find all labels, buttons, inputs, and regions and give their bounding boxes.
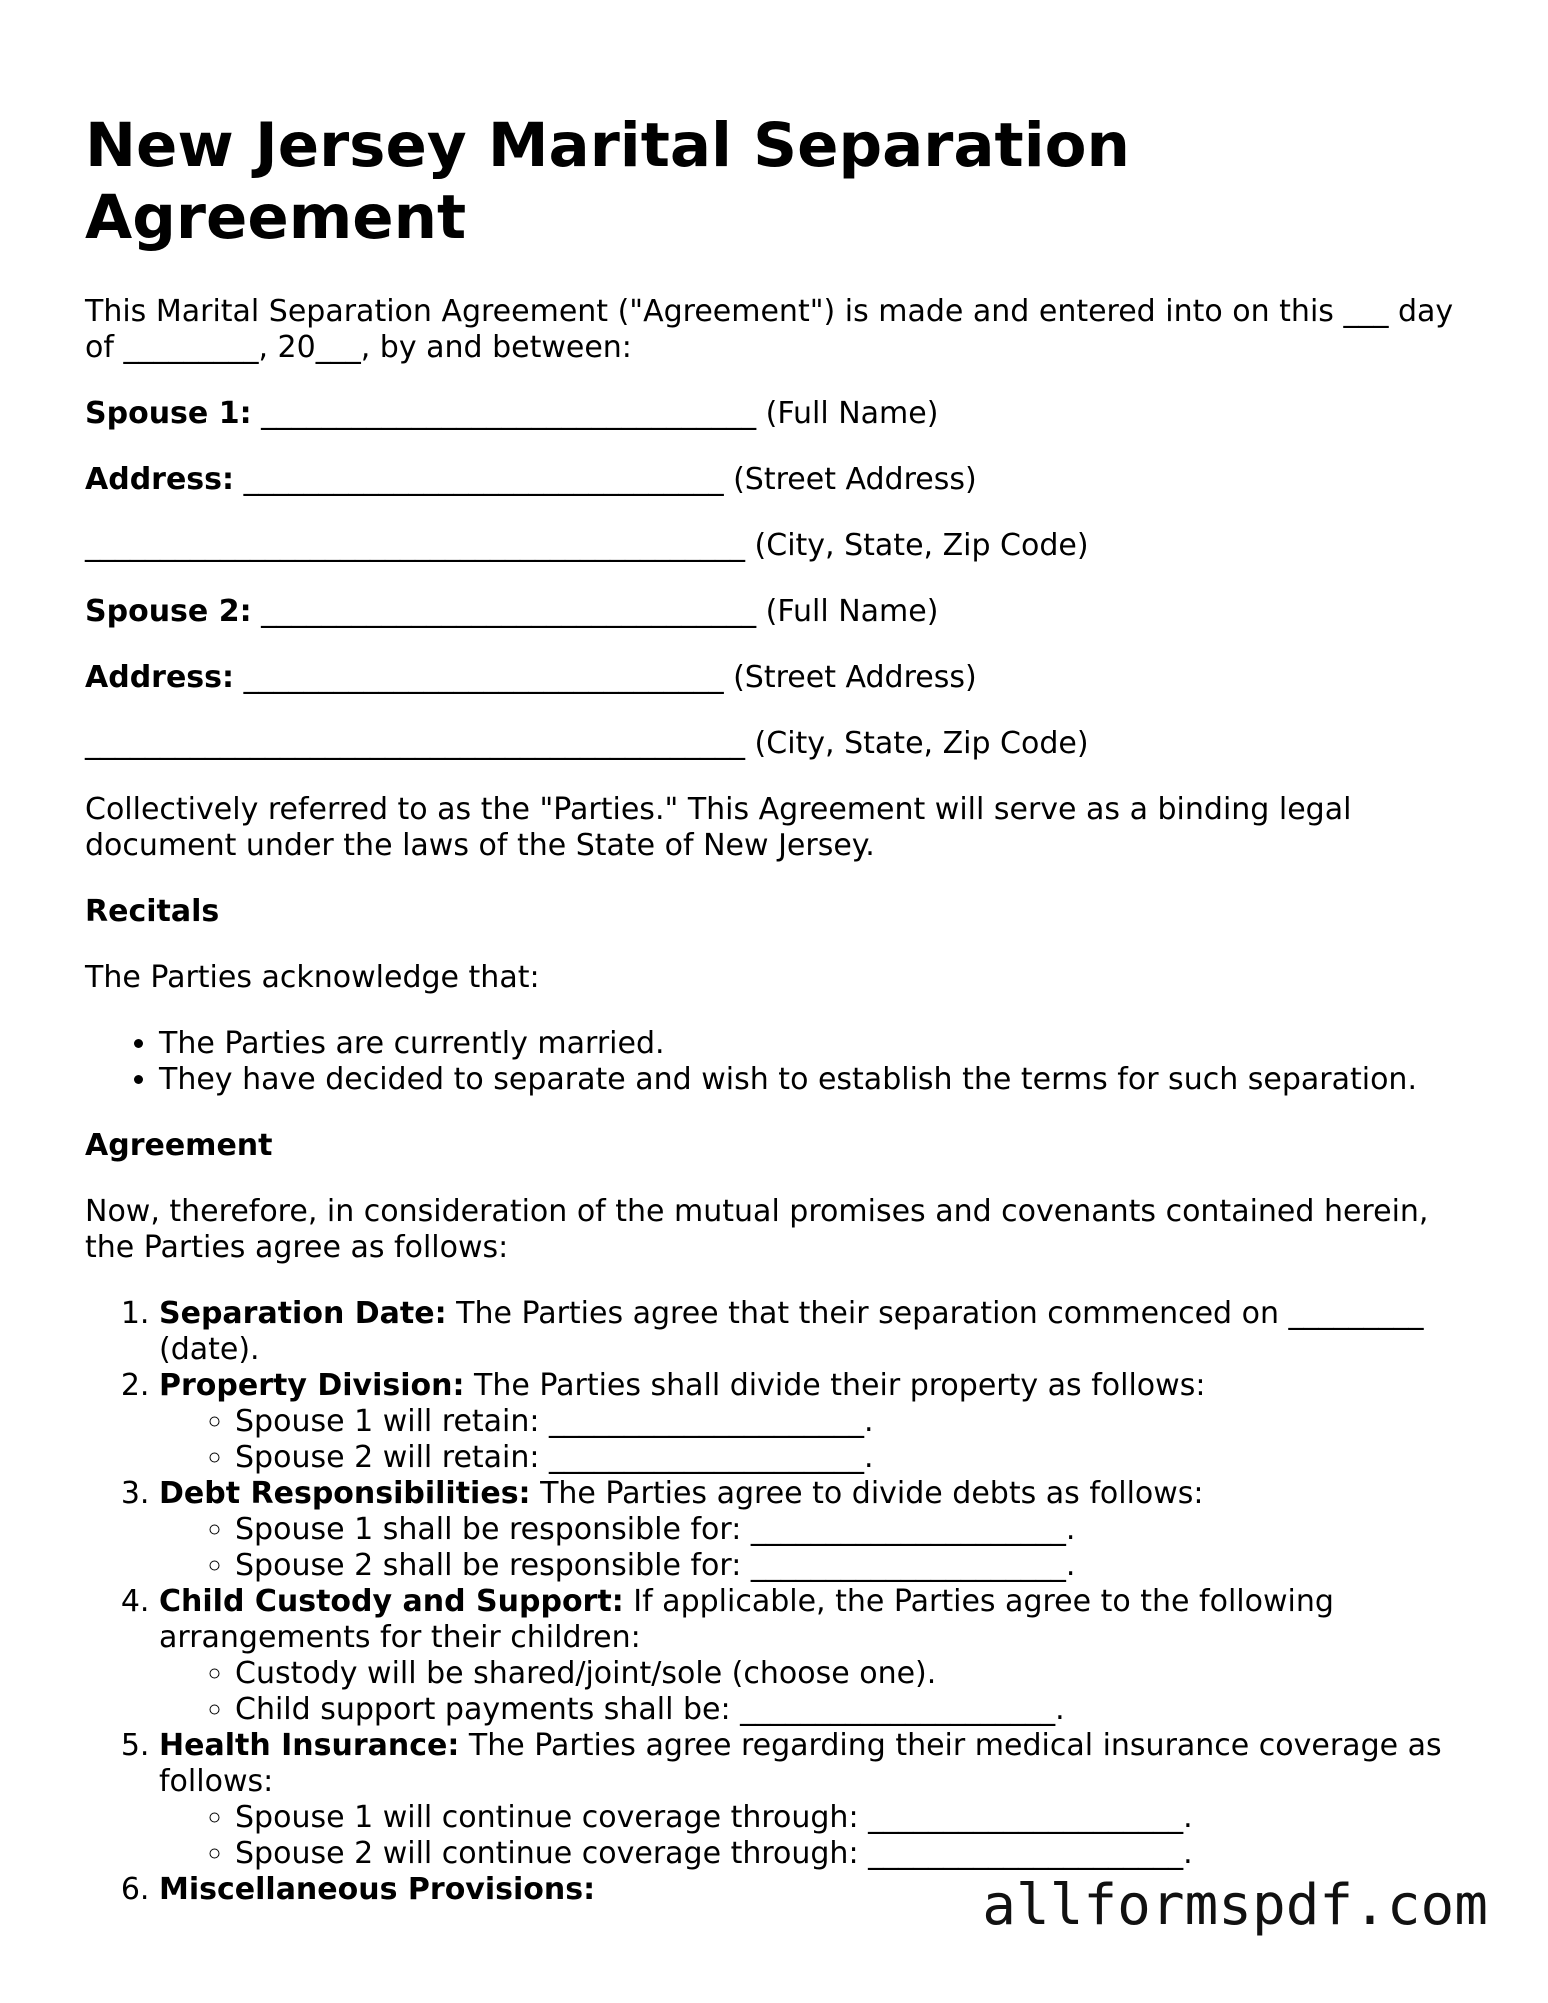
list-item: ◦ Spouse 1 will retain: _____________________. (235, 1404, 1465, 1440)
spouse-2-street-field[interactable] (85, 660, 1465, 696)
agreement-heading: Agreement (85, 1128, 273, 1163)
list-item: ◦ Spouse 1 shall be responsible for: _____________________. (235, 1512, 1465, 1548)
term-label: Debt Responsibilities: (159, 1476, 531, 1511)
intro-paragraph: This Marital Separation Agreement ("Agreement") is made and entered into on this ___ day of _________, 20___, by and between: (85, 294, 1454, 365)
list-item: • The Parties are currently married. (159, 1026, 1465, 1062)
sub-list (159, 1512, 1465, 1584)
spouse-1-city-field[interactable] (85, 528, 1465, 564)
parties-block (85, 396, 1465, 762)
collective-paragraph: Collectively referred to as the "Parties." This Agreement will serve as a binding legal document under the laws of the State of New Jersey. (85, 792, 1352, 863)
term-label: Miscellaneous Provisions: (159, 1872, 596, 1907)
field-blank: _________________________________ (Full Name) (251, 396, 939, 431)
sub-list (159, 1800, 1465, 1872)
agreement-terms-list (85, 1296, 1465, 1908)
page-title: New Jersey Marital Separation Agreement (85, 110, 1130, 253)
field-blank: _________________________________ (Full Name) (251, 594, 939, 629)
term-text: If applicable, the Parties agree to the following arrangements for their children: (159, 1584, 1334, 1655)
recitals-intro: The Parties acknowledge that: (85, 960, 540, 995)
sub-list (159, 1656, 1465, 1728)
term-label: Property Division: (159, 1368, 465, 1403)
list-item: ◦ Custody will be shared/joint/sole (choose one). (235, 1656, 1465, 1692)
term-text: The Parties agree regarding their medical insurance coverage as follows: (159, 1728, 1442, 1799)
field-blank: ____________________________________________ (City, State, Zip Code) (85, 528, 1089, 563)
field-label: Spouse 2: (85, 594, 252, 629)
term-label: Health Insurance: (159, 1728, 460, 1763)
spouse-2-name-field[interactable] (85, 594, 1465, 630)
term-property-division (159, 1368, 1465, 1476)
term-health-insurance (159, 1728, 1465, 1872)
sub-list (159, 1404, 1465, 1476)
list-item: ◦ Spouse 2 will retain: _____________________. (235, 1440, 1465, 1476)
field-blank: ________________________________ (Street Address) (234, 462, 977, 497)
field-label: Spouse 1: (85, 396, 252, 431)
spouse-1-name-field[interactable] (85, 396, 1465, 432)
term-debt-responsibilities (159, 1476, 1465, 1584)
field-label: Address: (85, 660, 235, 695)
field-blank: ________________________________ (Street Address) (234, 660, 977, 695)
term-text: The Parties agree to divide debts as follows: (530, 1476, 1204, 1511)
term-text: The Parties agree that their separation commenced on _________ (date). (159, 1296, 1424, 1367)
recitals-list (85, 1026, 1465, 1098)
site-watermark: allformspdf.com (982, 1873, 1488, 1938)
list-item: ◦ Spouse 2 shall be responsible for: _____________________. (235, 1548, 1465, 1584)
list-item: ◦ Spouse 1 will continue coverage through: _____________________. (235, 1800, 1465, 1836)
list-item: ◦ Child support payments shall be: _____________________. (235, 1692, 1465, 1728)
list-item: ◦ Spouse 2 will continue coverage through: _____________________. (235, 1836, 1465, 1872)
field-blank: ____________________________________________ (City, State, Zip Code) (85, 726, 1089, 761)
document-page (85, 110, 1465, 1908)
field-label: Address: (85, 462, 235, 497)
spouse-1-street-field[interactable] (85, 462, 1465, 498)
term-label: Separation Date: (159, 1296, 447, 1331)
term-label: Child Custody and Support: (159, 1584, 624, 1619)
recitals-heading: Recitals (85, 894, 220, 929)
spouse-2-city-field[interactable] (85, 726, 1465, 762)
agreement-intro: Now, therefore, in consideration of the mutual promises and covenants contained herein, the Parties agree as follows: (85, 1194, 1429, 1265)
term-text: The Parties shall divide their property as follows: (464, 1368, 1206, 1403)
term-separation-date (159, 1296, 1465, 1368)
term-child-custody (159, 1584, 1465, 1728)
list-item: • They have decided to separate and wish to establish the terms for such separation. (159, 1062, 1465, 1098)
